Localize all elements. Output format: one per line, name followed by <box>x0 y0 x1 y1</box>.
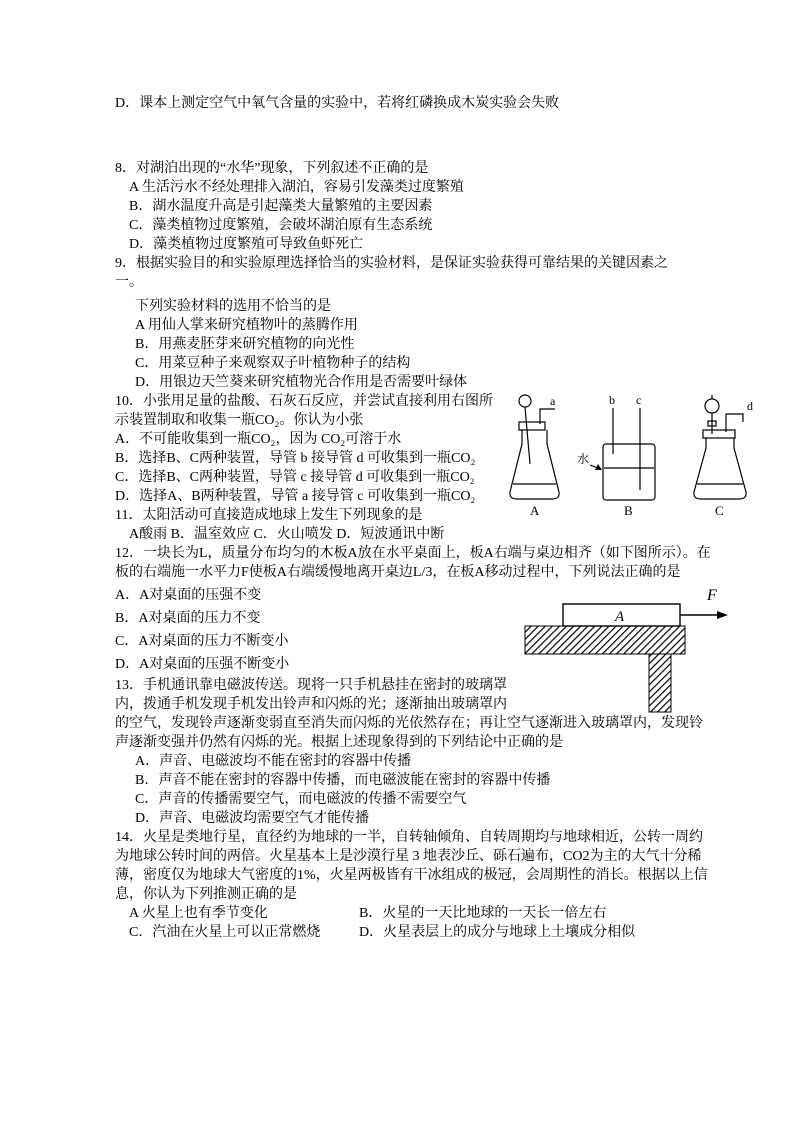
gas-bottle-outline <box>603 444 655 500</box>
tube-d-label: d <box>747 399 753 413</box>
question-13-option-d: D．声音、电磁波均需要空气才能传播 <box>135 811 370 826</box>
table-leg <box>649 654 671 712</box>
apparatus-c-label: C <box>715 503 724 518</box>
question-9-option-b: B．用燕麦胚芽来研究植物的向光性 <box>135 337 355 352</box>
apparatus-a-label: A <box>530 503 540 518</box>
prev-question-option-d: D．课本上测定空气中氧气含量的实验中，若将红磷换成木炭实验会失败 <box>115 96 560 111</box>
question-13-option-c: C．声音的传播需要空气，而电磁波的传播不需要空气 <box>135 792 467 807</box>
question-14-option-a: A 火星上也有季节变化 <box>129 906 268 921</box>
question-10-option-d: D．选择A、B两种装置，导管 a 接导管 c 可收集到一瓶CO₂ <box>115 489 476 504</box>
question-12-option-c: C．A对桌面的压力不断变小 <box>115 634 289 649</box>
question-13-option-b: B．声音不能在密封的容器中传播，而电磁波能在密封的容器中传播 <box>135 773 551 788</box>
table-top <box>525 626 685 654</box>
question-9-stem: 9．根据实验目的和实验原理选择恰当的实验材料，是保证实验获得可靠结果的关键因素之一。 <box>115 256 668 290</box>
gas-apparatus-diagram <box>507 392 767 532</box>
flask-c-outline <box>694 438 746 499</box>
question-11-options: A酸雨 B．温室效应 C．火山喷发 D．短波通讯中断 <box>129 527 445 542</box>
question-8-option-c: C．藻类植物过度繁殖，会破坏湖泊原有生态系统 <box>129 218 433 233</box>
question-9-option-c: C．用菜豆种子来观察双子叶植物种子的结构 <box>135 356 411 371</box>
question-8-stem: 8．对湖泊出现的“水华”现象，下列叙述不正确的是 <box>115 161 429 176</box>
board-on-table-figure <box>521 586 732 714</box>
question-12-stem: 12．一块长为L，质量分布均匀的木板A放在水平桌面上，板A右端与桌边相齐（如下图所示）。在板的右端施一水平力F使板A右端缓慢地离开桌边L/3，在板A移动过程中，下列说法正确的是 <box>115 546 711 580</box>
question-14-options-row-2 <box>115 923 712 942</box>
force-arrowhead-icon <box>717 611 728 619</box>
question-10-option-b: B．选择B、C两种装置，导管 b 接导管 d 可收集到一瓶CO₂ <box>115 451 476 466</box>
tube-b-label: b <box>609 393 615 407</box>
tube-c-label: c <box>636 393 642 407</box>
board-on-table-diagram <box>521 586 732 714</box>
question-10-option-a: A．不可能收集到一瓶CO₂，因为 CO₂可溶于水 <box>115 432 402 447</box>
apparatus-b-label: B <box>624 503 633 518</box>
question-14-option-b: B．火星的一天比地球的一天长一倍左右 <box>359 906 607 921</box>
question-10-stem: 10．小张用足量的盐酸、石灰石反应，并尝试直接利用右图所示装置制取和收集一瓶CO₂。你认为小张 <box>115 394 493 428</box>
question-12-option-d: D．A对桌面的压强不断变小 <box>115 657 290 672</box>
question-10-option-c: C．选择B、C两种装置，导管 c 接导管 d 可收集到一瓶CO₂ <box>115 470 475 485</box>
water-label: 水 <box>577 452 590 466</box>
question-14-option-c: C．汽油在火星上可以正常燃烧 <box>129 925 321 940</box>
thistle-funnel-bulb <box>519 395 531 407</box>
question-12 <box>115 544 717 676</box>
question-13-stem: 13．手机通讯靠电磁波传送。现将一只手机悬挂在密封的玻璃罩内，拨通手机发现手机发出铃声和闪烁的光；逐渐抽出玻璃罩内的空气，发现铃声逐渐变弱直至消失而闪烁的光依然存在；再让空气逐渐进入玻璃罩内，发现铃声逐渐变强并仍然有闪烁的光。根据上述现象得到的下列结论中正确的是 <box>115 678 703 750</box>
gas-apparatus-figure <box>507 392 767 532</box>
question-14-stem: 14．火星是类地行星，直径约为地球的一半，自转轴倾角、自转周期均与地球相近，公转一周约为地球公转时间的两倍。火星基本上是沙漠行星 3 地表沙丘、砾石遍布，CO2为主的大气十分稀薄，密度仅为地球大气密度的1%，火星两极皆有干冰组成的极冠，会周期性的消长。根据以上信息，你认为下列推测正确的是 <box>115 830 708 902</box>
question-14-options-row-1 <box>115 904 712 923</box>
question-12-option-b: B．A对桌面的压力不变 <box>115 611 261 626</box>
question-9-option-a: A 用仙人掌来研究植物叶的蒸腾作用 <box>135 318 358 333</box>
question-9-option-d: D．用银边天竺葵来研究植物光合作用是否需要叶绿体 <box>135 375 468 390</box>
force-label: F <box>707 587 717 604</box>
question-9-substem: 下列实验材料的选用不恰当的是 <box>135 299 331 314</box>
flask-a-outline <box>510 430 559 499</box>
tube-a-label: a <box>550 394 556 408</box>
dropping-funnel-bulb <box>705 399 719 413</box>
question-14 <box>115 828 712 942</box>
board-label: A <box>615 609 625 625</box>
question-12-option-a: A．A对桌面的压强不变 <box>115 588 262 603</box>
question-9 <box>115 254 712 392</box>
question-8 <box>115 159 712 254</box>
question-11-stem: 11．太阳活动可直接造成地球上发生下列现象的是 <box>115 508 423 523</box>
question-14-option-d: D．火星表层上的成分与地球上土壤成分相似 <box>359 925 636 940</box>
question-8-option-b: B．湖水温度升高是引起藻类大量繁殖的主要因素 <box>129 199 433 214</box>
question-8-option-d: D．藻类植物过度繁殖可导致鱼虾死亡 <box>129 237 364 252</box>
question-8-option-a: A 生活污水不经处理排入湖泊，容易引发藻类过度繁殖 <box>129 180 464 195</box>
question-13-option-a: A．声音、电磁波均不能在密封的容器中传播 <box>135 754 412 769</box>
